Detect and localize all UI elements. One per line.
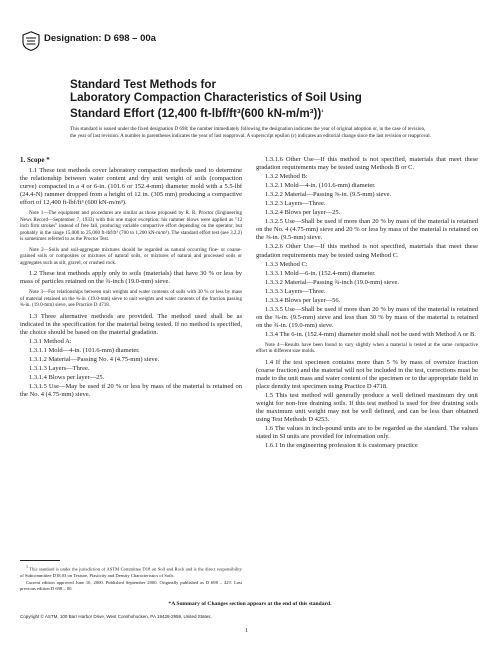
paragraph-1-3-1-1: 1.3.1.1 Mold—4-in. (101.6-mm) diameter. <box>29 347 140 355</box>
paragraph-1-3-2: 1.3.2 Method B: <box>265 173 308 181</box>
paragraph-1-6: 1.6 The values in inch-pound units are to be regarded as the standard. The values stated in SI units are provided for information only. <box>256 425 478 441</box>
paragraph-1-3-1-4: 1.3.1.4 Blows per layer—25. <box>29 374 105 382</box>
note-1: Note 1—The equipment and procedures are similar as those proposed by R. R. Proctor (Engineering News Record—September 7, 1933) with this one major exception: his rammer blows were applied as "12 inch firm strokes" instead of free fall, producing variable compactive effort depending on the operator, but probably in the range 15,000 to 25,000 ft-lbf/ft³ (700 to 1,200 kN-m/m³). The standard effort test (see 3.2.2) is sometimes referred to as the Proctor Test. <box>20 210 242 243</box>
footnotes <box>20 564 242 593</box>
paragraph-1-3-1-6: 1.3.1.6 Other Use—If this method is not specified, materials that meet these gradation requirements may be tested using Methods B or C. <box>256 156 478 172</box>
note-3: Note 3—For relationships between unit weights and water contents of soils with 30 % or less by mass of material retained on the ¾-in. (19.0-mm) sieve to unit weights and water contents of the fraction passing ¾-in. (19.0-mm) sieve, see Practice D 4718. <box>20 289 242 309</box>
paragraph-1-3-4: 1.3.4 The 6-in. (152.4-mm) diameter mold shall not be used with Method A or B. <box>265 330 476 338</box>
paragraph-1-3-2-1: 1.3.2.1 Mold—4-in. (101.6-mm) diameter. <box>265 182 376 190</box>
designation-label: Designation: D 698 – 00a <box>44 33 156 44</box>
astm-logo-icon <box>22 31 40 51</box>
paragraph-1-3-3-4: 1.3.3.4 Blows per layer—56. <box>265 296 341 304</box>
title-line-3: Standard Effort (12,400 ft-lbf/ft³(600 kN-m/m³))$^1$ <box>70 106 324 120</box>
paragraph-1-3-1-2: 1.3.1.2 Material—Passing No. 4 (4.75-mm) sieve. <box>29 356 160 364</box>
note-4: Note 4—Results have been found to vary slightly when a material is tested at the same compactive effort in different size molds. <box>256 341 478 355</box>
paragraph-1-3-2-6: 1.3.2.6 Other Use—If this method is not specified, materials that meet these gradation requirements may be tested using Method C. <box>256 243 478 259</box>
document-title <box>70 78 430 120</box>
page-number: 1 <box>245 628 248 634</box>
paragraph-1-3-1-3: 1.3.1.3 Layers—Three. <box>29 365 90 373</box>
footnote-1: 1 This standard is under the jurisdiction of ASTM Committee D18 on Soil and Rock and is the direct responsibility of Subcommittee D18.03 on Texture, Plasticity and Density Characteristics of Soils. <box>20 564 242 578</box>
paragraph-1-3-3-5: 1.3.3.5 Use—Shall be used if more than 20 % by mass of the material is retained on the ⅜-in. (9.5-mm) sieve and less than 30 % by mass of the material is retained on the ¾-in. (19.0-mm) sieve. <box>256 305 478 329</box>
title-footnote-ref: 1 <box>321 108 324 113</box>
note-2: Note 2—Soils and soil-aggregate mixtures should be regarded as natural occurring fine- or coarse-grained soils or composites or mixtures of natural soils, or mixtures of natural and processed soils or aggregates such as silt, gravel, or crushed rock. <box>20 246 242 266</box>
footnote-divider <box>20 560 60 561</box>
paragraph-1-5: 1.5 This test method will generally produce a well defined maximum dry unit weight for non-free draining soils. If this test method is used for free draining soils the maximum unit weight may not be well defined, and can be less than obtained using Test Methods D 4253. <box>256 392 478 424</box>
paragraph-1-3: 1.3 Three alternative methods are provided. The method used shall be as indicated in the specification for the material being tested. If no method is specified, the choice should be based on the material gradation. <box>20 312 242 336</box>
scope-heading: 1. Scope * <box>20 156 50 164</box>
paragraph-1-4: 1.4 If the test specimen contains more than 5 % by mass of oversize fraction (coarse fraction) and the material will not be included in the test, corrections must be made to the unit mass and water content of the specimen or to the appropriate field in place density test specimen using Practice D 4718. <box>256 358 479 391</box>
paragraph-1-6-1: 1.6.1 In the engineering profession it is customary practice <box>265 442 418 450</box>
paragraph-1-3-1: 1.3.1 Method A: <box>29 338 72 346</box>
copyright-line: Copyright © ASTM, 100 Barr Harbor Drive, West Conshohocken, PA 19428-2959, United States. <box>20 614 212 619</box>
paragraph-1-3-3-3: 1.3.3.3 Layers—Three. <box>265 287 326 295</box>
title-line-2: Laboratory Compaction Characteristics of Soil Using <box>70 91 362 104</box>
paragraph-1-3-3-2: 1.3.3.2 Material—Passing ¾-inch (19.0-mm) sieve. <box>265 278 399 286</box>
paragraph-1-3-1-5: 1.3.1.5 Use—May be used if 20 % or less by mass of the material is retained on the No. 4 (4.75-mm) sieve. <box>20 383 242 399</box>
paragraph-1-1: 1.1 These test methods cover laboratory compaction methods used to determine the relationship between water content and dry unit weight of soils (compaction curve) compacted in a 4 or 6-in. (101.6 or 152.4-mm) diameter mold with a 5.5-lbf (24.4-N) rammer dropped from a height of 12 in. (305 mm) producing a compactive effort of 12,400 ft-lbf/ft³ (600 kN-m/m³). <box>20 167 242 207</box>
standard-issue-note: This standard is issued under the fixed designation D 698; the number immediately following the designation indicates the year of original adoption or, in the case of revision, the year of last revision. A number in parentheses indicates the year of last reapproval. A superscript epsilon (ε) indicates an editorial change since the last revision or reapproval. <box>70 126 431 139</box>
paragraph-1-3-3-1: 1.3.3.1 Mold—6-in. (152.4-mm) diameter. <box>265 269 376 277</box>
summary-of-changes-note: *A Summary of Changes section appears at the end of this standard. <box>168 601 332 607</box>
paragraph-1-3-2-2: 1.3.2.2 Material—Passing ⅜-in. (9.5-mm) sieve. <box>265 191 392 199</box>
paragraph-1-3-2-4: 1.3.2.4 Blows per layer—25. <box>265 209 341 217</box>
paragraph-1-2: 1.2 These test methods apply only to soils (materials) that have 30 % or less by mass of particles retained on the ¾-inch (19.0-mm) sieve. <box>20 270 242 286</box>
footnote-1-ref: 1 <box>26 564 28 569</box>
footnote-2: Current edition approved June 10, 2000. Published September 2000. Originally published as D 698 – 42T. Last previous edition D 698 – 00. <box>20 579 242 591</box>
paragraph-1-3-2-5: 1.3.2.5 Use—Shall be used if more than 20 % by mass of the material is retained on the No. 4 (4.75-mm) sieve and 20 % or less by mass of the material is retained on the ⅜-in. (9.5-mm) sieve. <box>256 218 478 242</box>
right-column <box>256 156 478 452</box>
title-line-1: Standard Test Methods for <box>70 78 217 91</box>
paragraph-1-3-3: 1.3.3 Method C: <box>265 260 308 268</box>
paragraph-1-3-2-3: 1.3.2.3 Layers—Three. <box>265 200 326 208</box>
left-column <box>20 156 242 400</box>
